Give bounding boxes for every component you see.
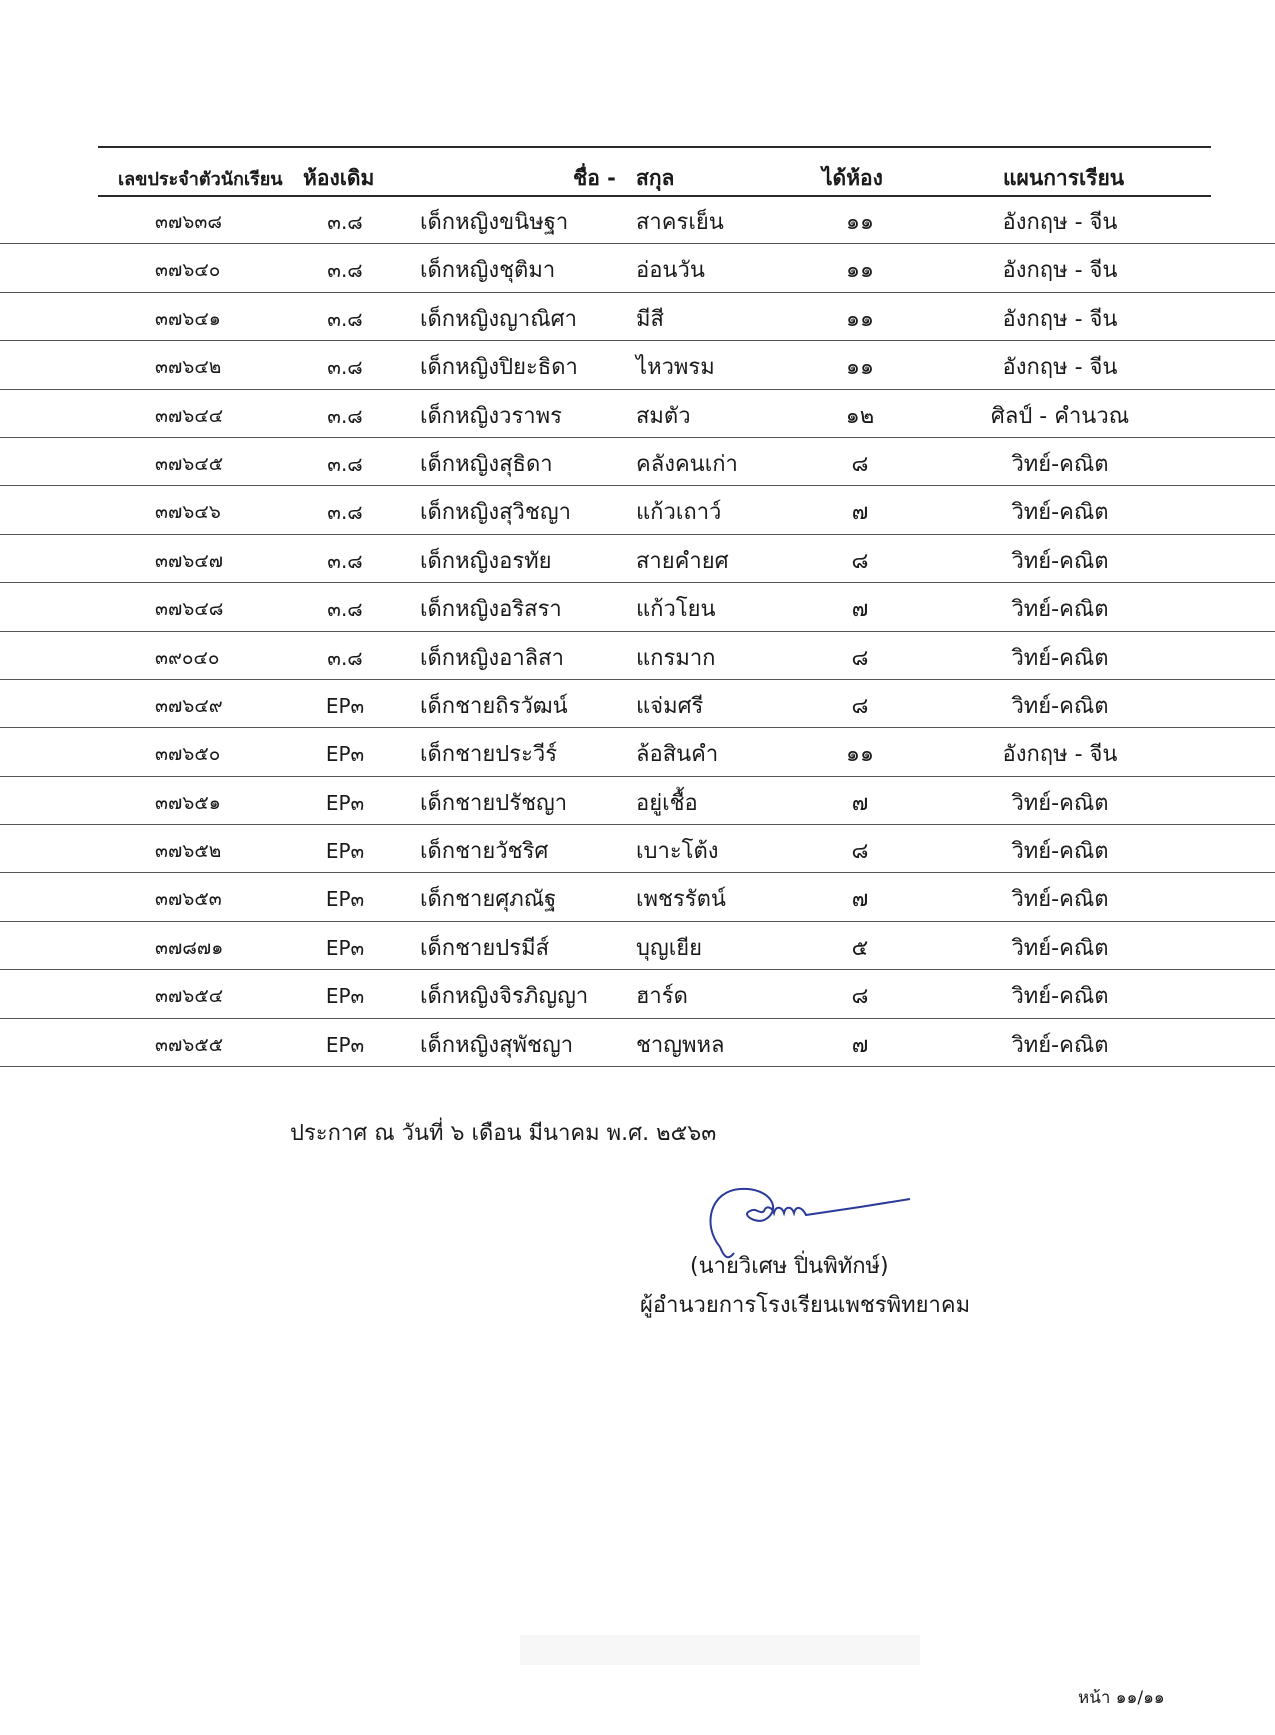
student-id-cell: ๓๗๖๕๕ [155, 1033, 224, 1056]
faint-watermark [520, 1625, 920, 1675]
table-row [0, 1019, 1275, 1067]
name-cell: เด็กชายถิรวัฒน์ [420, 693, 568, 719]
announcement-date: ประกาศ ณ วันที่ ๖ เดือน มีนาคม พ.ศ. ๒๕๖๓ [290, 1121, 717, 1146]
student-id-cell: ๓๗๘๗๑ [155, 936, 224, 959]
assigned-room-cell: ๘ [851, 645, 869, 671]
student-id-cell: ๓๗๖๔๙ [155, 694, 223, 717]
name-cell: เด็กหญิงญาณิศา [420, 306, 577, 332]
table-row [0, 244, 1275, 292]
signer-name: (นายวิเศษ ปิ่นพิทักษ์) [690, 1254, 889, 1279]
original-room-cell: ๓.๘ [327, 548, 363, 573]
original-room-cell: EP๓ [325, 790, 365, 815]
original-room-cell: EP๓ [325, 935, 365, 960]
student-id-cell: ๓๗๖๕๓ [155, 888, 222, 911]
student-id-cell: ๓๗๖๔๐ [155, 259, 221, 282]
surname-cell: อ่อนวัน [636, 258, 705, 284]
study-plan-cell: วิทย์-คณิต [1011, 548, 1109, 574]
study-plan-cell: ศิลป์ - คำนวณ [990, 403, 1130, 429]
study-plan-cell: วิทย์-คณิต [1011, 839, 1109, 865]
surname-cell: มีสี [636, 306, 664, 332]
original-room-cell: ๓.๘ [327, 210, 363, 234]
table-row [0, 680, 1275, 728]
surname-cell: สาครเย็น [636, 210, 724, 235]
header-study-plan: แผนการเรียน [1003, 166, 1125, 190]
name-cell: เด็กชายปรมีส์ [420, 935, 550, 961]
table-body [0, 196, 1275, 1067]
surname-cell: ฮาร์ด [636, 984, 688, 1010]
assigned-room-cell: ๘ [851, 451, 869, 477]
name-cell: เด็กหญิงชุติมา [420, 258, 556, 284]
original-room-cell: EP๓ [325, 1032, 365, 1057]
table-row [0, 922, 1275, 970]
study-plan-cell: วิทย์-คณิต [1011, 597, 1109, 623]
study-plan-cell: อังกฤษ - จีน [1002, 210, 1118, 235]
assigned-room-cell: ๘ [851, 548, 869, 574]
original-room-cell: ๓.๘ [327, 500, 363, 525]
student-id-cell: ๓๗๖๔๑ [155, 307, 221, 330]
name-cell: เด็กชายวัชริศ [420, 839, 549, 865]
assigned-room-cell: ๑๑ [846, 258, 874, 284]
original-room-cell: ๓.๘ [327, 306, 363, 331]
student-id-cell: ๓๗๖๕๑ [155, 791, 221, 814]
original-room-cell: ๓.๘ [327, 403, 363, 428]
header-assigned-room: ได้ห้อง [822, 166, 883, 190]
surname-cell: แก้วเถาว์ [636, 500, 722, 526]
study-plan-cell: วิทย์-คณิต [1011, 451, 1109, 477]
assigned-room-cell: ๑๑ [846, 306, 874, 332]
student-id-cell: ๓๗๖๔๗ [155, 549, 224, 572]
original-room-cell: ๓.๘ [327, 645, 363, 670]
assigned-room-cell: ๑๒ [845, 403, 875, 429]
surname-cell: แจ่มศรี [636, 693, 704, 719]
table-row [0, 196, 1275, 244]
study-plan-cell: อังกฤษ - จีน [1002, 306, 1118, 332]
assigned-room-cell: ๗ [851, 1032, 869, 1058]
table-row [0, 390, 1275, 438]
surname-cell: แก้วโยน [636, 597, 716, 623]
study-plan-cell: วิทย์-คณิต [1011, 1032, 1109, 1058]
surname-cell: สายคำยศ [636, 548, 729, 574]
assigned-room-cell: ๗ [851, 597, 869, 623]
signer-title: ผู้อำนวยการโรงเรียนเพชรพิทยาคม [640, 1293, 971, 1318]
original-room-cell: EP๓ [325, 839, 365, 864]
assigned-room-cell: ๕ [851, 935, 869, 961]
table-row [0, 535, 1275, 583]
original-room-cell: ๓.๘ [327, 451, 363, 476]
original-room-cell: EP๓ [325, 887, 365, 912]
assigned-room-cell: ๘ [851, 693, 869, 719]
name-cell: เด็กหญิงอริสรา [420, 597, 562, 623]
table-row [0, 293, 1275, 341]
assigned-room-cell: ๘ [851, 839, 869, 865]
name-cell: เด็กหญิงจิรภิญญา [420, 984, 589, 1010]
table-row [0, 438, 1275, 486]
surname-cell: แกรมาก [636, 645, 716, 671]
study-plan-cell: วิทย์-คณิต [1011, 935, 1109, 961]
name-cell: เด็กหญิงขนิษฐา [420, 210, 569, 235]
name-cell: เด็กหญิงปิยะธิดา [420, 355, 578, 381]
student-id-cell: ๓๗๖๔๕ [155, 452, 224, 475]
study-plan-cell: วิทย์-คณิต [1011, 790, 1109, 816]
surname-cell: บุญเยีย [636, 935, 703, 961]
table-row [0, 583, 1275, 631]
surname-cell: สมตัว [636, 403, 691, 429]
student-id-cell: ๓๗๖๔๔ [155, 404, 224, 427]
study-plan-cell: วิทย์-คณิต [1011, 500, 1109, 526]
table-row [0, 632, 1275, 680]
surname-cell: เบาะโต้ง [636, 839, 719, 865]
table-row [0, 873, 1275, 921]
name-cell: เด็กชายประวีร์ [420, 742, 558, 768]
assigned-room-cell: ๑๑ [846, 210, 874, 235]
original-room-cell: EP๓ [325, 693, 365, 718]
study-plan-cell: วิทย์-คณิต [1011, 693, 1109, 719]
assigned-room-cell: ๘ [851, 984, 869, 1010]
header-name: ชื่อ - [573, 166, 616, 190]
study-plan-cell: วิทย์-คณิต [1011, 887, 1109, 913]
surname-cell: เพชรรัตน์ [636, 887, 726, 913]
page-number: หน้า ๑๑/๑๑ [1078, 1688, 1165, 1708]
table-row [0, 728, 1275, 776]
surname-cell: ชาญพหล [636, 1032, 725, 1058]
student-id-cell: ๓๗๖๕๔ [155, 985, 224, 1008]
study-plan-cell: อังกฤษ - จีน [1002, 258, 1118, 284]
table-row [0, 486, 1275, 534]
original-room-cell: ๓.๘ [327, 258, 363, 283]
name-cell: เด็กหญิงสุพัชญา [420, 1032, 574, 1058]
original-room-cell: ๓.๘ [327, 597, 363, 622]
table-row [0, 341, 1275, 389]
student-id-cell: ๓๗๖๕๒ [155, 840, 222, 863]
study-plan-cell: วิทย์-คณิต [1011, 645, 1109, 671]
assigned-room-cell: ๗ [851, 887, 869, 913]
surname-cell: คลังคนเก่า [636, 451, 738, 477]
original-room-cell: EP๓ [325, 742, 365, 767]
surname-cell: ล้อสินคำ [636, 742, 719, 768]
table-row [0, 777, 1275, 825]
original-room-cell: EP๓ [325, 984, 365, 1009]
name-cell: เด็กหญิงอรทัย [420, 548, 552, 574]
assigned-room-cell: ๑๑ [846, 742, 874, 768]
student-id-cell: ๓๗๖๔๒ [155, 356, 222, 379]
study-plan-cell: อังกฤษ - จีน [1002, 742, 1118, 768]
study-plan-cell: วิทย์-คณิต [1011, 984, 1109, 1010]
name-cell: เด็กหญิงอาลิสา [420, 645, 564, 671]
table-row [0, 825, 1275, 873]
table-row [0, 970, 1275, 1018]
header-original-room: ห้องเดิม [303, 166, 375, 190]
name-cell: เด็กหญิงสุวิชญา [420, 500, 571, 526]
student-id-cell: ๓๗๖๓๘ [155, 211, 222, 233]
name-cell: เด็กหญิงวราพร [420, 403, 562, 429]
name-cell: เด็กชายปรัชญา [420, 790, 568, 816]
table-top-rule [98, 146, 1211, 148]
header-surname: สกุล [636, 166, 675, 190]
surname-cell: ไหวพรม [636, 355, 715, 381]
header-student-id: เลขประจำตัวนักเรียน [118, 169, 283, 190]
assigned-room-cell: ๗ [851, 790, 869, 816]
assigned-room-cell: ๑๑ [846, 355, 874, 381]
student-id-cell: ๓๗๖๔๖ [155, 501, 221, 524]
student-id-cell: ๓๙๐๔๐ [155, 646, 220, 669]
study-plan-cell: อังกฤษ - จีน [1002, 355, 1118, 381]
student-id-cell: ๓๗๖๕๐ [155, 743, 221, 766]
surname-cell: อยู่เชื้อ [636, 790, 698, 816]
assigned-room-cell: ๗ [851, 500, 869, 526]
student-id-cell: ๓๗๖๔๘ [155, 598, 224, 621]
table-header [0, 162, 1275, 198]
name-cell: เด็กชายศุภณัฐ [420, 887, 557, 913]
original-room-cell: ๓.๘ [327, 355, 363, 380]
name-cell: เด็กหญิงสุธิดา [420, 451, 553, 477]
